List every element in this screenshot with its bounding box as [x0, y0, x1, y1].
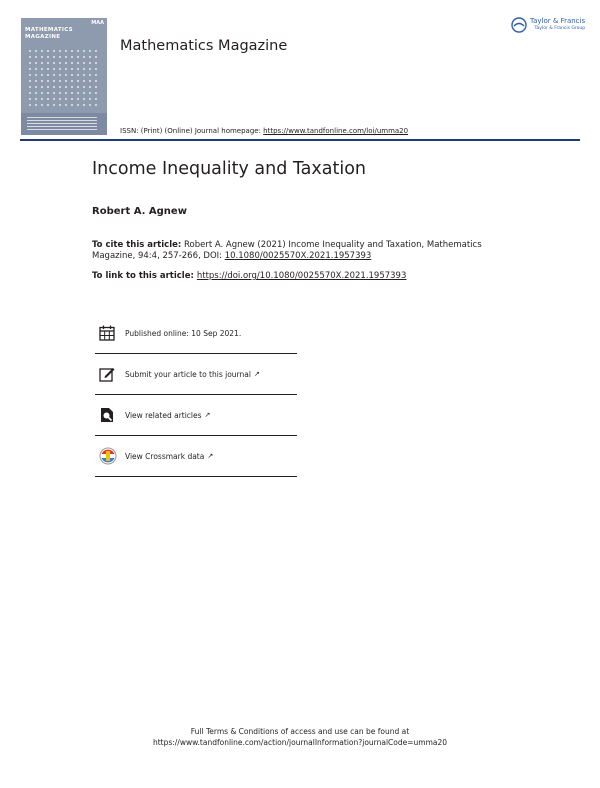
crossmark-link[interactable]: View Crossmark data — [125, 451, 205, 461]
related-articles-link[interactable]: View related articles — [125, 410, 202, 420]
footer — [0, 726, 600, 748]
panel-bottom-divider — [95, 476, 297, 477]
article-link-line — [92, 271, 406, 281]
external-link-icon: ↗ — [204, 411, 211, 419]
brand-name: Taylor & Francis — [530, 17, 586, 25]
article-author: Robert A. Agnew — [92, 206, 187, 217]
published-row — [95, 313, 297, 353]
crossmark-icon — [99, 447, 117, 465]
submit-article-row[interactable] — [95, 353, 297, 394]
external-link-icon: ↗ — [253, 370, 260, 378]
article-title: Income Inequality and Taxation — [92, 159, 367, 179]
publisher-logo[interactable] — [511, 17, 585, 33]
journal-title: Mathematics Magazine — [120, 38, 288, 54]
cover-text-lines — [27, 117, 97, 131]
calendar-icon — [99, 325, 115, 341]
cite-text: Robert A. Agnew (2021) Income Inequality and Taxation, Mathematics Magazine, 94:4, 257-266, DOI: — [92, 240, 482, 261]
article-doi-url[interactable]: https://doi.org/10.1080/0025570X.2021.1957393 — [196, 271, 407, 281]
cover-title: MATHEMATICS MAGAZINE — [25, 27, 73, 40]
published-date: Published online: 10 Sep 2021. — [125, 328, 242, 338]
footer-terms-url[interactable]: https://www.tandfonline.com/action/journalInformation?journalCode=umma20 — [152, 738, 448, 747]
external-link-icon: ↗ — [207, 452, 214, 460]
related-articles-row[interactable] — [95, 394, 297, 435]
header-divider — [20, 139, 580, 141]
footer-terms: Full Terms & Conditions of access and use can be found at — [190, 727, 410, 736]
edit-icon — [99, 366, 115, 382]
link-label: To link to this article: — [92, 271, 197, 281]
cover-dot-pattern — [27, 48, 101, 108]
journal-homepage-link[interactable]: https://www.tandfonline.com/loi/umma20 — [263, 127, 409, 135]
issn-label: ISSN: (Print) (Online) Journal homepage: — [120, 127, 264, 135]
cover-footer-band — [21, 113, 107, 135]
citation-block — [92, 240, 492, 262]
article-actions-panel — [95, 313, 297, 476]
doi-link[interactable]: 10.1080/0025570X.2021.1957393 — [224, 251, 372, 261]
cite-label: To cite this article: — [92, 240, 182, 250]
journal-cover-image — [21, 18, 107, 135]
taylor-francis-logo-icon — [511, 17, 527, 33]
cover-publisher-mark: MAA — [91, 20, 104, 26]
submit-article-link[interactable]: Submit your article to this journal — [125, 369, 251, 379]
search-document-icon — [99, 407, 115, 423]
crossmark-row[interactable] — [95, 435, 297, 476]
issn-line — [120, 127, 408, 135]
brand-subtitle: Taylor & Francis Group — [534, 26, 586, 31]
